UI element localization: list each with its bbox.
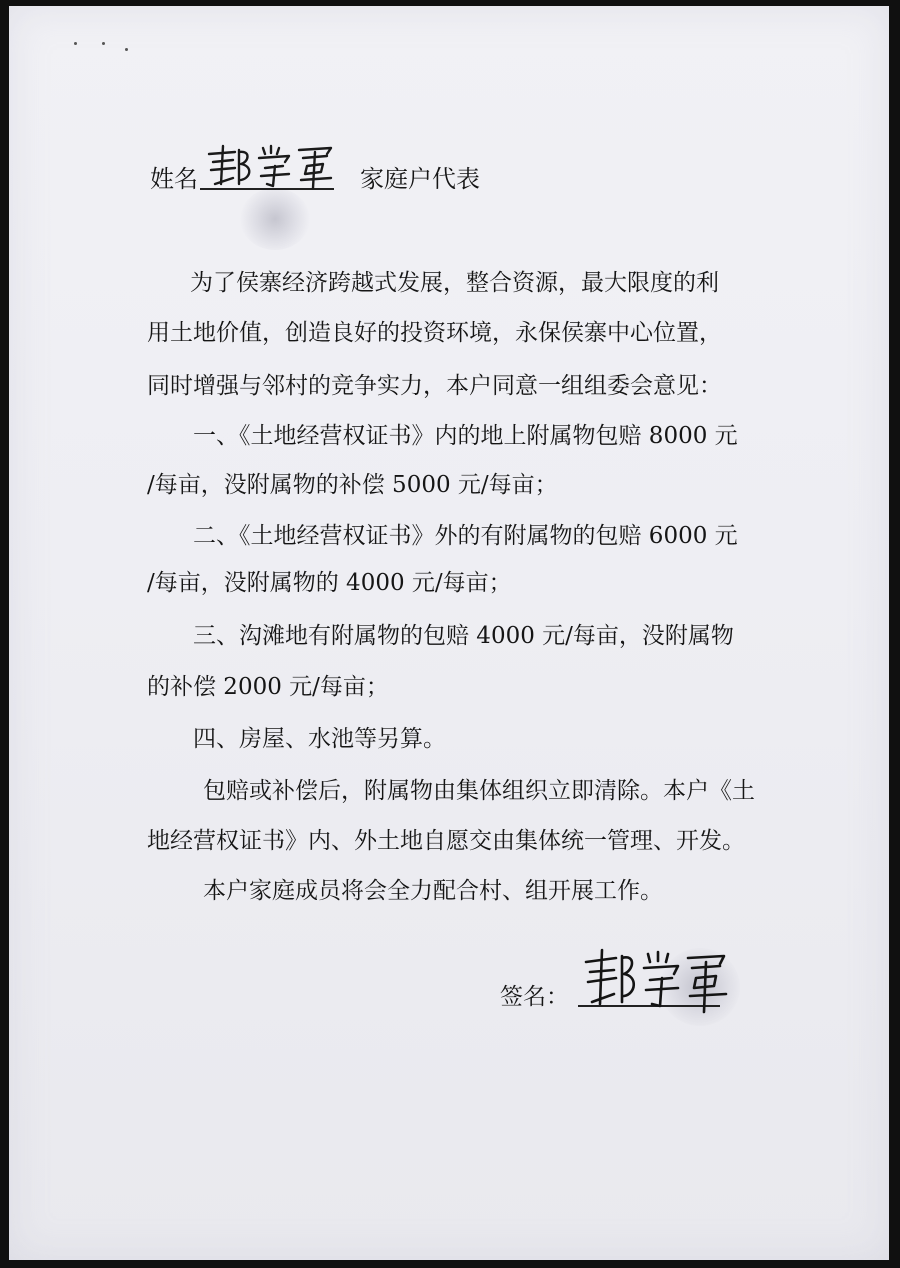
handwritten-name-signature — [205, 140, 335, 190]
body-line: 本户家庭成员将会全力配合村、组开展工作。 — [203, 878, 663, 904]
body-line: /每亩，没附属物的补偿 5000 元/每亩； — [147, 472, 558, 498]
body-line: 三、沟滩地有附属物的包赔 4000 元/每亩，没附属物 — [193, 623, 734, 649]
signature-label: 签名： — [500, 984, 569, 1010]
body-line: 同时增强与邻村的竞争实力，本户同意一组组委会意见： — [147, 373, 722, 399]
body-line: 为了侯寨经济跨越式发展，整合资源，最大限度的利 — [190, 270, 719, 296]
body-line: 的补偿 2000 元/每亩； — [147, 674, 389, 700]
paper-speck — [74, 42, 77, 45]
body-line: 一、《土地经营权证书》内的地上附属物包赔 8000 元 — [193, 423, 738, 449]
body-line: 二、《土地经营权证书》外的有附属物的包赔 6000 元 — [193, 523, 738, 549]
handwritten-signature — [580, 944, 730, 1016]
body-line: 四、房屋、水池等另算。 — [193, 726, 446, 752]
paper-speck — [125, 48, 128, 51]
name-label: 姓名 — [150, 165, 198, 193]
household-representative-label: 家庭户代表 — [360, 165, 480, 193]
fingerprint-smudge — [240, 188, 310, 250]
paper-speck — [102, 42, 105, 45]
body-line: 地经营权证书》内、外土地自愿交由集体统一管理、开发。 — [147, 828, 745, 854]
body-line: /每亩，没附属物的 4000 元/每亩； — [147, 570, 512, 596]
body-line: 包赔或补偿后，附属物由集体组织立即清除。本户《土 — [203, 778, 755, 804]
body-line: 用土地价值，创造良好的投资环境，永保侯寨中心位置， — [147, 320, 722, 346]
